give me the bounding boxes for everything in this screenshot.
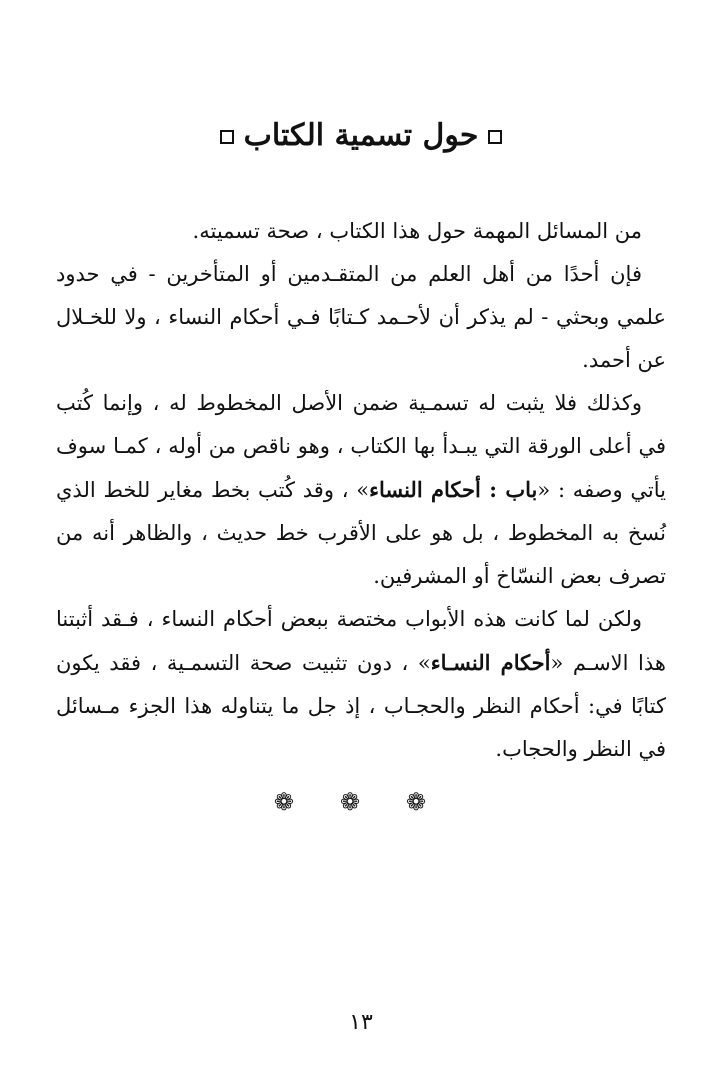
section-divider [0, 788, 722, 816]
paragraph-4 [56, 598, 666, 771]
paragraph-3-before: وكذلك فلا يثبت له تسمـية ضمن الأصل المخطوط له ، وإنما كُتب في أعلى الورقة التي يبـدأ بها الكتاب ، وهو ناقص من أوله ، كمـا سوف يأتي وصفه : « [56, 391, 666, 502]
chapter-heading [0, 118, 722, 154]
square-bullet-icon [220, 130, 234, 144]
paragraph-4-after: » ، دون تثبيت صحة التسمـية ، فقد يكون كتابًا في: أحكام النظر والحجـاب ، إذ جل ما يتناوله هذا الجزء مـسائل في النظر والحجاب. [56, 651, 666, 761]
paragraph-4-before: ولكن لما كانت هذه الأبواب مختصة ببعض أحكام النساء ، فـقد أثبتنا هذا الاسـم « [56, 607, 666, 675]
flower-ornament-icon: ❁ [273, 788, 316, 816]
book-title-bold: أحكام النسـاء [430, 650, 551, 675]
paragraph-2: فإن أحدًا من أهل العلم من المتقـدمين أو المتأخرين - في حدود علمي وبحثي - لم يذكر أن لأحـمد كـتابًا فـي أحكام النساء ، ولا للخـلال عن أحمد. [56, 262, 666, 372]
paragraph-1: من المسائل المهمة حول هذا الكتاب ، صحة تسميته. [192, 219, 642, 243]
paragraph-3-after: » ، وقد كُتب بخط مغاير للخط الذي نُسخ به المخطوط ، بل هو على الأقرب خط حديث ، والظاهر أنه من تصرف بعض النسّاخ أو المشرفين. [56, 478, 667, 588]
body-text [56, 210, 666, 771]
paragraph-3 [56, 382, 666, 598]
flower-ornament-icon: ❁ [339, 788, 383, 816]
heading-title: حول تسمية الكتاب [243, 118, 479, 153]
book-title-bold: باب : أحكام النساء [369, 477, 538, 502]
square-bullet-icon [488, 130, 502, 144]
page-number: ١٣ [349, 1010, 373, 1035]
flower-ornament-icon: ❁ [406, 788, 449, 816]
